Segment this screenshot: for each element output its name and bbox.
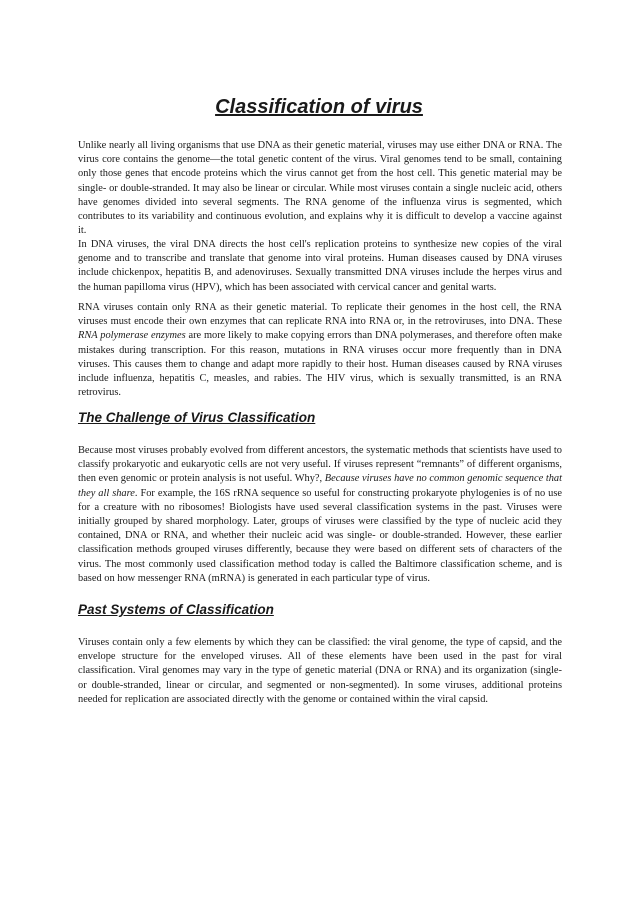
past-systems-paragraph: Viruses contain only a few elements by which they can be classified: the viral genome, the type of capsid, and the envelope structure for the enveloped viruses. All of these elements have been used in the past for viral classification. Viral genomes may vary in the type of genetic material (DNA or RNA) and its organization (single- or double-stranded, linear or circular, and segmented or non-segmented). In some viruses, additional proteins needed for replication are associated directly with the genome or contained within the viral capsid.	[78, 637, 562, 705]
document-title: Classification of virus	[215, 96, 423, 118]
challenge-paragraph	[78, 444, 562, 586]
intro-paragraph-3-text-b: are more likely to make copying errors than DNA polymerases, and therefore often make mistakes during transcription. For this reason, mutations in RNA viruses occur more frequently than in DNA viruses. This causes them to change and adapt more rapidly to their host. Human diseases caused by RNA viruses include influenza, hepatitis C, measles, and rabies. The HIV virus, which is sexually transmitted, is an RNA retrovirus.	[78, 330, 562, 399]
challenge-paragraph-emphasis: Because viruses have no common genomic sequence that they all share	[78, 473, 562, 499]
intro-paragraph-3-text-a: RNA viruses contain only RNA as their genetic material. To replicate their genomes in the host cell, the RNA viruses must encode their own enzymes that can replicate RNA into RNA or, in the retroviruses, into DNA. These	[78, 302, 562, 328]
intro-paragraph-1: Unlike nearly all living organisms that use DNA as their genetic material, viruses may use either DNA or RNA. The virus core contains the genome—the total genetic content of the virus. Viral genomes tend to be small, containing only those genes that encode proteins which the virus cannot get from the host cell. This genetic material may be single- or double-stranded. It may also be linear or circular. While most viruses contain a single nucleic acid, others have genomes divided into several segments. The RNA genome of the influenza virus is segmented, which contributes to its variability and continuous evolution, and explains why it is difficult to develop a vaccine against it.	[78, 140, 562, 237]
challenge-paragraph-text-b: . For example, the 16S rRNA sequence so useful for constructing prokaryote phylogenies is of no use for a creature with no ribosomes! Biologists have used several classification systems in the past. Viruses were initially grouped by shared morphology. Later, groups of viruses were classified by the type of nucleic acid they contained, DNA or RNA, and whether their nucleic acid was single- or double-stranded. However, these earlier classification methods grouped viruses differently, because they were based on different sets of characters of the virus. The most commonly used classification method today is called the Baltimore classification scheme, and is based on how messenger RNA (mRNA) is generated in each particular type of virus.	[78, 487, 562, 584]
section-heading-past-systems: Past Systems of Classification	[78, 602, 274, 617]
challenge-paragraph-text-a: Because most viruses probably evolved from different ancestors, the systematic methods that scientists have used to classify prokaryotic and eukaryotic cells are not very useful. If viruses represent “remnants” of different organisms, then even genomic or protein analysis is not useful. Why?,	[78, 445, 562, 485]
intro-paragraph-3-emphasis: RNA polymerase enzymes	[78, 330, 186, 342]
section-heading-challenge: The Challenge of Virus Classification	[78, 410, 316, 425]
intro-paragraph-3	[78, 301, 562, 400]
intro-paragraph-2: In DNA viruses, the viral DNA directs the host cell's replication proteins to synthesize new copies of the viral genome and to transcribe and translate that genome into viral proteins. Human diseases caused by DNA viruses include chickenpox, hepatitis B, and adenoviruses. Sexually transmitted DNA viruses include the herpes virus and the human papilloma virus (HPV), which has been associated with cervical cancer and genital warts.	[78, 239, 562, 293]
